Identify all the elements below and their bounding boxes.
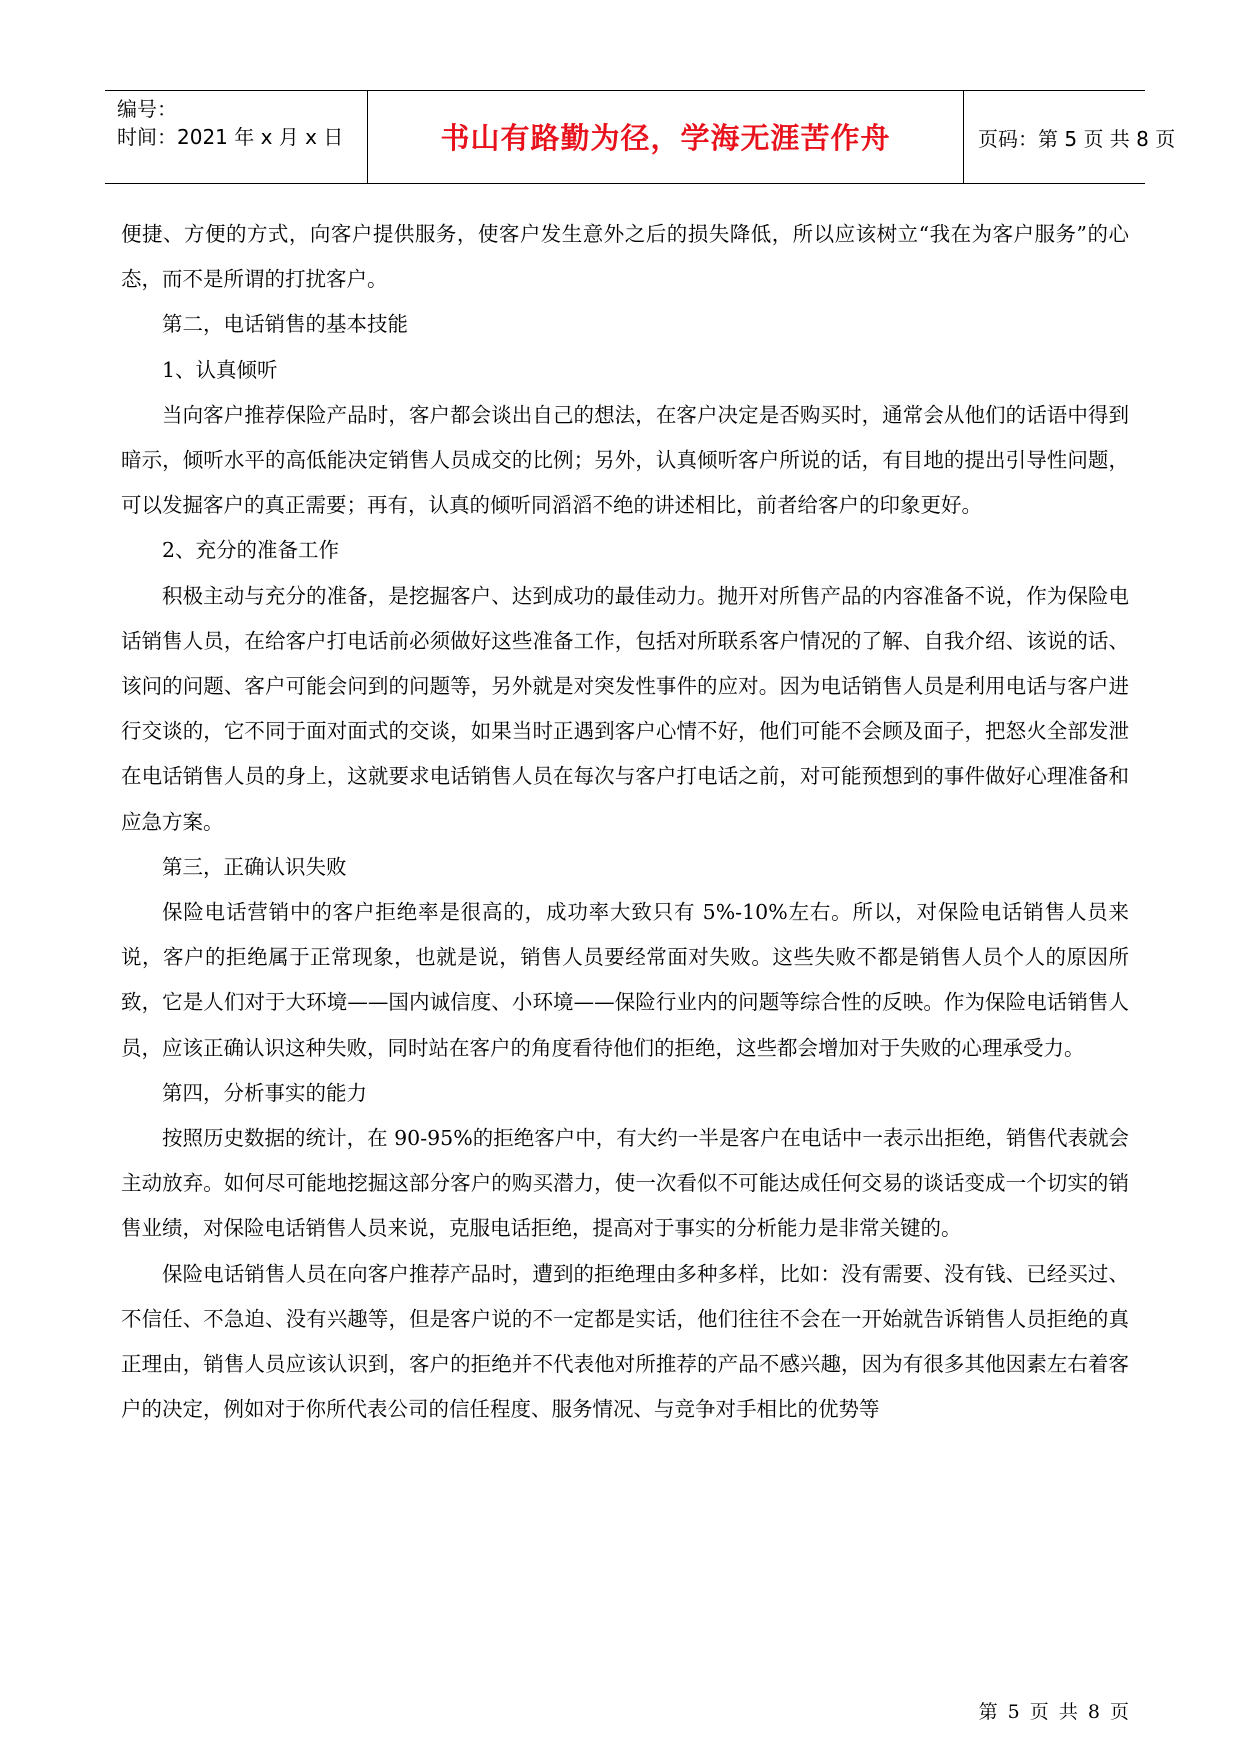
section-heading: 第三，正确认识失败 <box>162 854 347 879</box>
body-paragraph: 保险电话营销中的客户拒绝率是很高的，成功率大致只有 5%-10%左右。所以，对保险电话销售人员来说，客户的拒绝属于正常现象，也就是说，销售人员要经常面对失败。这些失败不都是销售人员个人的原因所致，它是人们对于大环境——国内诚信度、小环境——保险行业内的问题等综合性的反映。作为保险电话销售人员，应该正确认识这种失败，同时站在客户的角度看待他们的拒绝，这些都会增加对于失败的心理承受力。 <box>121 900 1129 1060</box>
subsection-heading: 2、充分的准备工作 <box>162 538 340 563</box>
header-motto: 书山有路勤为径，学海无涯苦作舟 <box>440 121 891 155</box>
body-paragraph: 便捷、方便的方式，向客户提供服务，使客户发生意外之后的损失降低，所以应该树立“我在为客户服务”的心态，而不是所谓的打扰客户。 <box>121 222 1129 292</box>
body-paragraph: 当向客户推荐保险产品时，客户都会谈出自己的想法，在客户决定是否购买时，通常会从他们的话语中得到暗示，倾听水平的高低能决定销售人员成交的比例；另外，认真倾听客户所说的话，有目地的提出引导性问题，可以发掘客户的真正需要；再有，认真的倾听同滔滔不绝的讲述相比，前者给客户的印象更好。 <box>121 402 1129 518</box>
section-heading: 第四，分析事实的能力 <box>162 1080 367 1105</box>
subsection-heading: 1、认真倾听 <box>162 357 278 382</box>
body-paragraph: 按照历史数据的统计，在 90-95%的拒绝客户中，有大约一半是客户在电话中一表示出拒绝，销售代表就会主动放弃。如何尽可能地挖掘这部分客户的购买潜力，使一次看似不可能达成任何交易的谈话变成一个切实的销售业绩，对保险电话销售人员来说，克服电话拒绝，提高对于事实的分析能力是非常关键的。 <box>121 1126 1129 1241</box>
header-page-cell <box>964 91 1176 183</box>
section-heading: 第二，电话销售的基本技能 <box>162 312 408 337</box>
page-header <box>105 90 1176 184</box>
header-meta-cell <box>105 91 368 183</box>
document-body <box>121 212 1129 1432</box>
header-page-code: 页码：第 5 页 共 8 页 <box>978 127 1176 151</box>
body-paragraph: 保险电话销售人员在向客户推荐产品时，遭到的拒绝理由多种多样，比如：没有需要、没有钱、已经买过、不信任、不急迫、没有兴趣等，但是客户说的不一定都是实话，他们往往不会在一开始就告诉销售人员拒绝的真正理由，销售人员应该认识到，客户的拒绝并不代表他对所推荐的产品不感兴趣，因为有很多其他因素左右着客户的决定，例如对于你所代表公司的信任程度、服务情况、与竞争对手相比的优势等 <box>121 1261 1129 1422</box>
document-time-label: 时间：2021 年 x 月 x 日 <box>117 125 344 149</box>
page-footer-number: 第 5 页 共 8 页 <box>978 1701 1129 1723</box>
body-paragraph: 积极主动与充分的准备，是挖掘客户、达到成功的最佳动力。抛开对所售产品的内容准备不说，作为保险电话销售人员，在给客户打电话前必须做好这些准备工作，包括对所联系客户情况的了解、自我介绍、该说的话、该问的问题、客户可能会问到的问题等，另外就是对突发性事件的应对。因为电话销售人员是利用电话与客户进行交谈的，它不同于面对面式的交谈，如果当时正遇到客户心情不好，他们可能不会顾及面子，把怒火全部发泄在电话销售人员的身上，这就要求电话销售人员在每次与客户打电话之前，对可能预想到的事件做好心理准备和应急方案。 <box>121 583 1129 834</box>
document-number-label: 编号： <box>117 97 177 121</box>
header-motto-cell <box>368 91 964 183</box>
